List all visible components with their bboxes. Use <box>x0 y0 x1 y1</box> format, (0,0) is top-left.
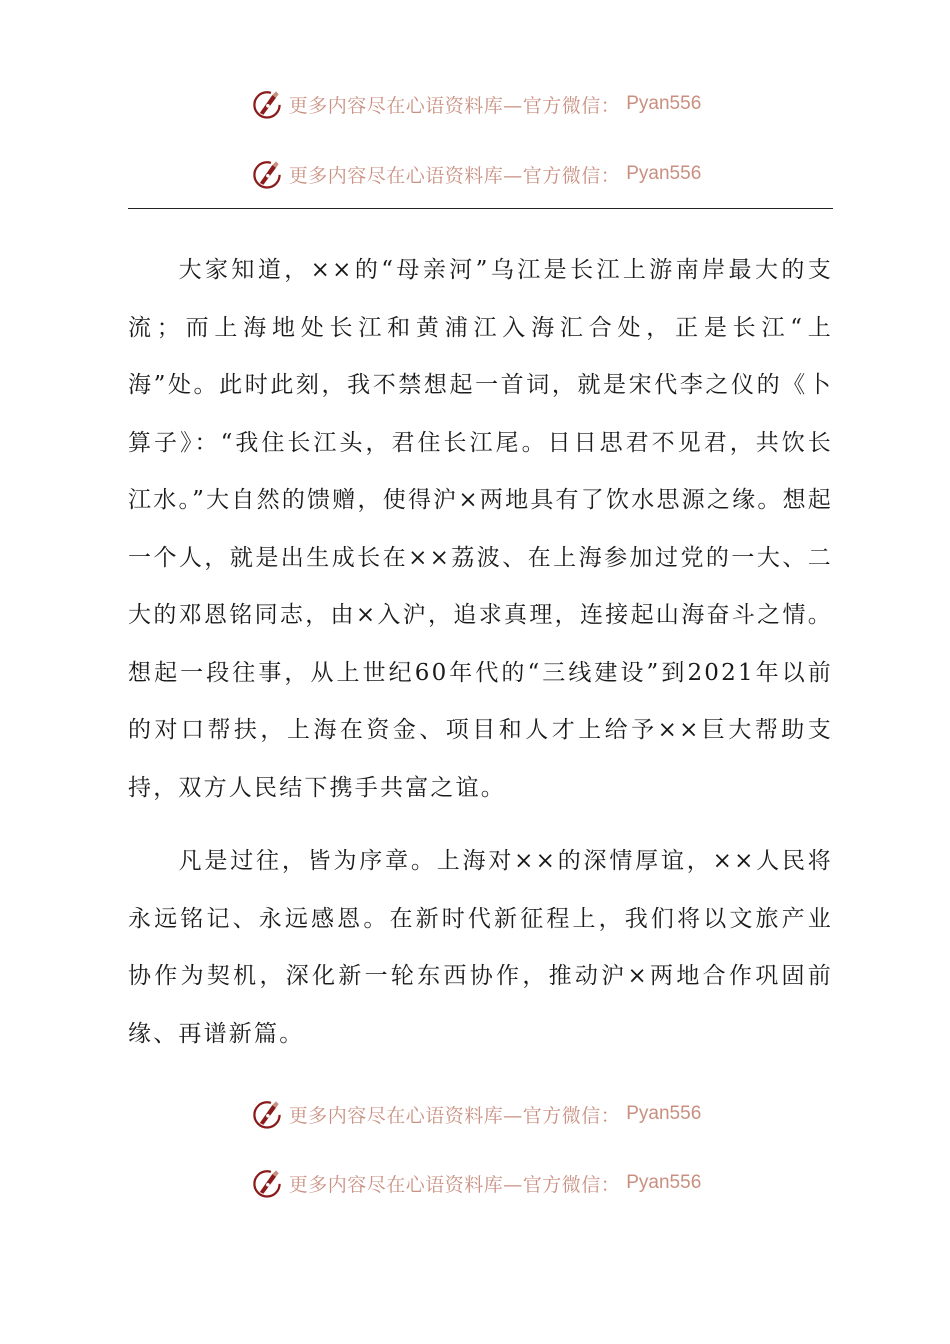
paragraph-1: 大家知道，××的“母亲河”乌江是长江上游南岸最大的支流；而上海地处长江和黄浦江入海汇合处，正是长江“上海”处。此时此刻，我不禁想起一首词，就是宋代李之仪的《卜算子》：“我住长江头，君住长江尾。日日思君不见君，共饮长江水。”大自然的馈赠，使得沪×两地具有了饮水思源之缘。想起一个人，就是出生成长在××荔波、在上海参加过党的一大、二大的邓恩铭同志，由×入沪，追求真理，连接起山海奋斗之情。想起一段往事，从上世纪60年代的“三线建设”到2021年以前的对口帮扶，上海在资金、项目和人才上给予××巨大帮助支持，双方人民结下携手共富之谊。 <box>128 257 833 801</box>
pen-logo-icon <box>249 156 285 192</box>
header-divider <box>128 208 833 209</box>
pen-logo-icon <box>249 86 285 122</box>
banner-text: 更多内容尽在心语资料库—官方微信： <box>288 1173 621 1196</box>
banner-wechat-id: Pyan556 <box>626 163 702 184</box>
banner-text: 更多内容尽在心语资料库—官方微信： <box>288 94 621 117</box>
footer-banner-1 <box>0 1094 950 1134</box>
banner-text: 更多内容尽在心语资料库—官方微信： <box>288 164 621 187</box>
header-banner-2 <box>0 154 950 194</box>
document-body <box>128 242 833 1063</box>
banner-wechat-id: Pyan556 <box>626 1103 702 1124</box>
pen-logo-icon <box>249 1096 285 1132</box>
banner-wechat-id: Pyan556 <box>626 93 702 114</box>
paragraph-2: 凡是过往，皆为序章。上海对××的深情厚谊，××人民将永远铭记、永远感恩。在新时代新征程上，我们将以文旅产业协作为契机，深化新一轮东西协作，推动沪×两地合作巩固前缘、再谱新篇。 <box>128 848 833 1047</box>
header-banner-1 <box>0 84 950 124</box>
footer-banner-2 <box>0 1163 950 1203</box>
banner-wechat-id: Pyan556 <box>626 1172 702 1193</box>
pen-logo-icon <box>249 1165 285 1201</box>
banner-text: 更多内容尽在心语资料库—官方微信： <box>288 1104 621 1127</box>
